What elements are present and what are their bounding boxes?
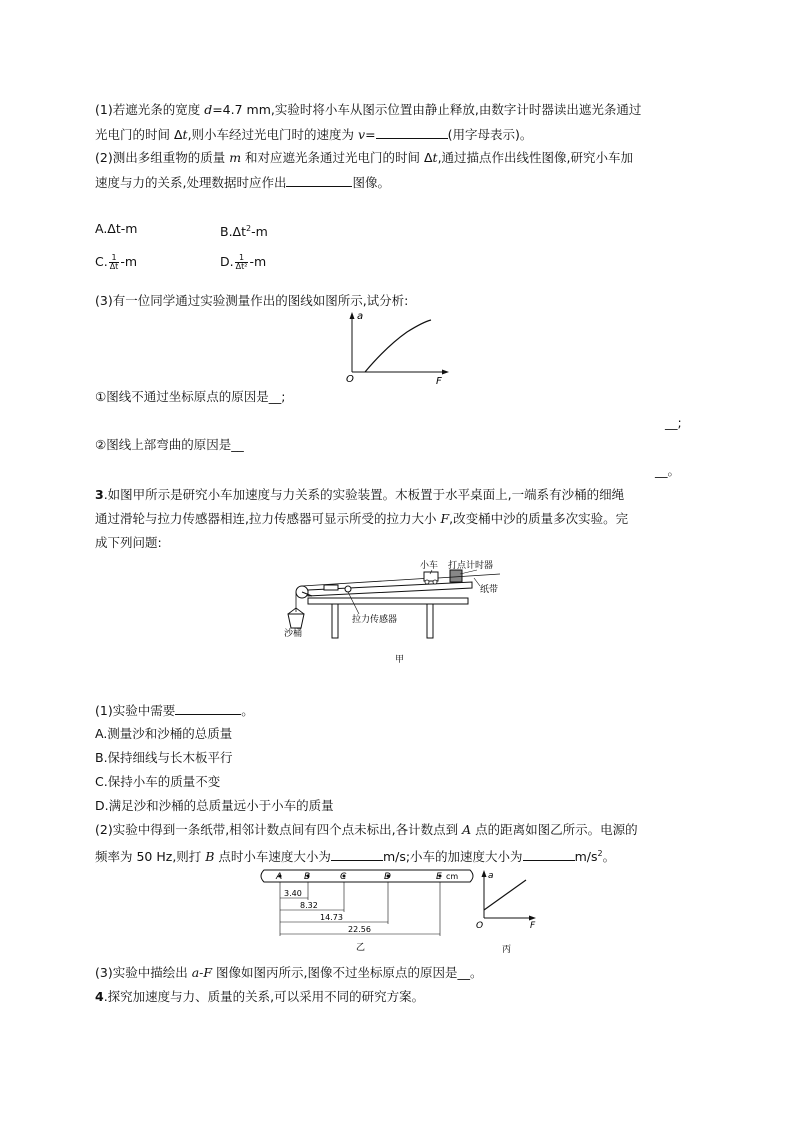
text: __ — [231, 437, 244, 452]
var-t: t — [432, 150, 438, 165]
text: = — [365, 127, 376, 142]
text: D. — [220, 254, 234, 269]
text: 。 — [602, 849, 616, 865]
label-bucket: 沙桶 — [284, 629, 303, 639]
frac-den: Δt² — [235, 262, 248, 271]
frac-den: Δt — [109, 262, 119, 271]
question-number: 4 — [95, 989, 104, 1004]
label-car: 小车 — [420, 561, 439, 571]
label-e: E — [436, 872, 442, 882]
fraction — [109, 254, 120, 271]
text: __。 — [457, 965, 483, 980]
text: .如图甲所示是研究小车加速度与力关系的实验装置。木板置于水平桌面上,一端系有沙桶的细绳 — [103, 487, 625, 502]
dist-ae: 22.56 — [348, 925, 371, 934]
tape-figure — [256, 866, 478, 956]
text: 频率为 50 Hz,则打 — [95, 849, 206, 865]
text: (用字母表示)。 — [447, 127, 533, 142]
label-sensor: 拉力传感器 — [352, 615, 398, 625]
s1-line — [95, 701, 254, 720]
s2-line1 — [95, 821, 638, 839]
paper-tape — [438, 574, 500, 578]
text: -m — [251, 224, 268, 240]
text: ①图线不通过坐标原点的原因是 — [95, 389, 269, 404]
sensor — [324, 585, 338, 590]
text: 图像。 — [352, 175, 390, 190]
label-a: A — [276, 872, 283, 882]
q1-line2 — [95, 125, 532, 144]
text: 点时小车速度大小为 — [214, 849, 331, 865]
curve — [365, 320, 431, 372]
table-top — [308, 598, 468, 604]
var-b: B — [205, 849, 215, 865]
text: (2)测出多组重物的质量 — [95, 150, 230, 165]
s3-line — [95, 964, 483, 982]
text: 速度与力的关系,处理数据时应作出 — [95, 175, 287, 190]
var-a: A — [462, 822, 472, 837]
text: C. — [95, 254, 108, 269]
reason-1 — [95, 388, 285, 406]
label-c: C — [340, 872, 347, 882]
reason-1-tail: __; — [665, 415, 682, 430]
label-a: a — [357, 311, 364, 322]
label-timer: 打点计时器 — [448, 561, 494, 571]
var-f: F — [440, 511, 450, 526]
label-tape: 纸带 — [480, 585, 499, 595]
label-o: O — [476, 921, 484, 931]
graph-line — [484, 880, 526, 910]
caption-yi: 乙 — [356, 943, 366, 953]
s1-option-b: B.保持细线与长木板平行 — [95, 750, 233, 765]
text: ,则小车经过光电门时的速度为 — [187, 127, 359, 142]
label-f: F — [436, 376, 442, 387]
af-line-figure — [470, 868, 550, 958]
frac-num: 1 — [109, 254, 120, 263]
option-d — [220, 253, 266, 271]
text: 通过滑轮与拉力传感器相连,拉力传感器可显示所受的拉力大小 — [95, 511, 441, 526]
label-d: D — [384, 872, 391, 882]
x-axis-arrow — [529, 916, 536, 921]
var-t: t — [182, 127, 188, 142]
answer-blank[interactable] — [523, 847, 575, 861]
question-number: 3 — [95, 487, 104, 502]
table-leg-left — [332, 604, 338, 638]
dist-ac: 8.32 — [300, 901, 318, 910]
text: (1)实验中需要 — [95, 703, 176, 718]
reason-2-tail: __。 — [655, 463, 681, 478]
text: .探究加速度与力、质量的关系,可以采用不同的研究方案。 — [103, 989, 425, 1004]
text: -m — [120, 254, 137, 269]
text: 图像如图丙所示,图像不过坐标原点的原因是 — [212, 965, 458, 980]
answer-blank[interactable] — [376, 125, 448, 139]
caption-bing: 丙 — [502, 945, 512, 955]
dist-ad: 14.73 — [320, 913, 343, 922]
text: ②图线上部弯曲的原因是 — [95, 437, 232, 452]
text: -m — [249, 254, 267, 269]
label-a: a — [488, 871, 494, 881]
text: 和对应遮光条通过光电门的时间 Δ — [241, 150, 433, 165]
s1-option-d: D.满足沙和沙桶的总质量远小于小车的质量 — [95, 798, 334, 813]
var-m: m — [229, 150, 242, 165]
fraction — [235, 254, 249, 271]
y-axis-arrow — [350, 312, 355, 319]
text: ,通过描点作出线性图像,研究小车加 — [437, 150, 634, 165]
var-af: a-F — [191, 965, 213, 980]
q2-line1 — [95, 149, 633, 167]
option-a: A.Δt-m — [95, 221, 138, 236]
text: (3)实验中描绘出 — [95, 965, 192, 980]
label-cm: cm — [446, 872, 459, 881]
option-c — [95, 253, 137, 271]
dist-ab: 3.40 — [284, 889, 302, 898]
text: (1)若遮光条的宽度 — [95, 102, 205, 117]
q4-line — [95, 988, 424, 1006]
text: 点的距离如图乙所示。电源的 — [471, 822, 638, 837]
s1-option-a: A.测量沙和沙桶的总质量 — [95, 726, 233, 741]
af-curve-figure — [335, 308, 455, 388]
q3-stem-line3: 成下列问题: — [95, 535, 162, 550]
option-b — [220, 220, 268, 241]
sup: 2 — [246, 224, 252, 233]
bucket — [288, 614, 304, 628]
table-leg-right — [427, 604, 433, 638]
answer-blank[interactable] — [331, 847, 383, 861]
answer-blank[interactable] — [175, 701, 241, 715]
timer — [450, 570, 462, 582]
reason-2 — [95, 436, 244, 454]
s2-line2 — [95, 845, 615, 866]
q3-stem-line1 — [95, 486, 624, 504]
text: 。 — [241, 703, 254, 718]
frac-num: 1 — [235, 254, 249, 263]
text: (2)实验中得到一条纸带,相邻计数点间有四个点未标出,各计数点到 — [95, 822, 463, 837]
label-f: F — [530, 921, 536, 931]
text: B.Δt — [220, 224, 247, 240]
sup: 2 — [597, 849, 603, 858]
apparatus-figure — [282, 556, 512, 671]
car — [424, 572, 438, 581]
answer-blank[interactable] — [286, 173, 352, 187]
text: m/s;小车的加速度大小为 — [382, 849, 523, 865]
var-d: d — [204, 102, 213, 117]
var-v: v — [358, 127, 366, 142]
text: 光电门的时间 Δ — [95, 127, 183, 142]
x-axis-arrow — [442, 370, 449, 375]
s1-option-c: C.保持小车的质量不变 — [95, 774, 221, 789]
text: ,改变桶中沙的质量多次实验。完 — [449, 511, 629, 526]
text: m/s — [574, 849, 598, 865]
label-o: O — [346, 374, 354, 385]
text: __; — [268, 389, 286, 404]
q3-stem-line2 — [95, 510, 628, 528]
y-axis-arrow — [482, 870, 487, 877]
caption-jia: 甲 — [395, 655, 405, 665]
q3-line: (3)有一位同学通过实验测量作出的图线如图所示,试分析: — [95, 293, 409, 308]
q1-line1 — [95, 101, 641, 119]
text: =4.7 mm,实验时将小车从图示位置由静止释放,由数字计时器读出遮光条通过 — [212, 102, 642, 117]
q2-line2 — [95, 173, 390, 192]
label-b: B — [304, 872, 311, 882]
